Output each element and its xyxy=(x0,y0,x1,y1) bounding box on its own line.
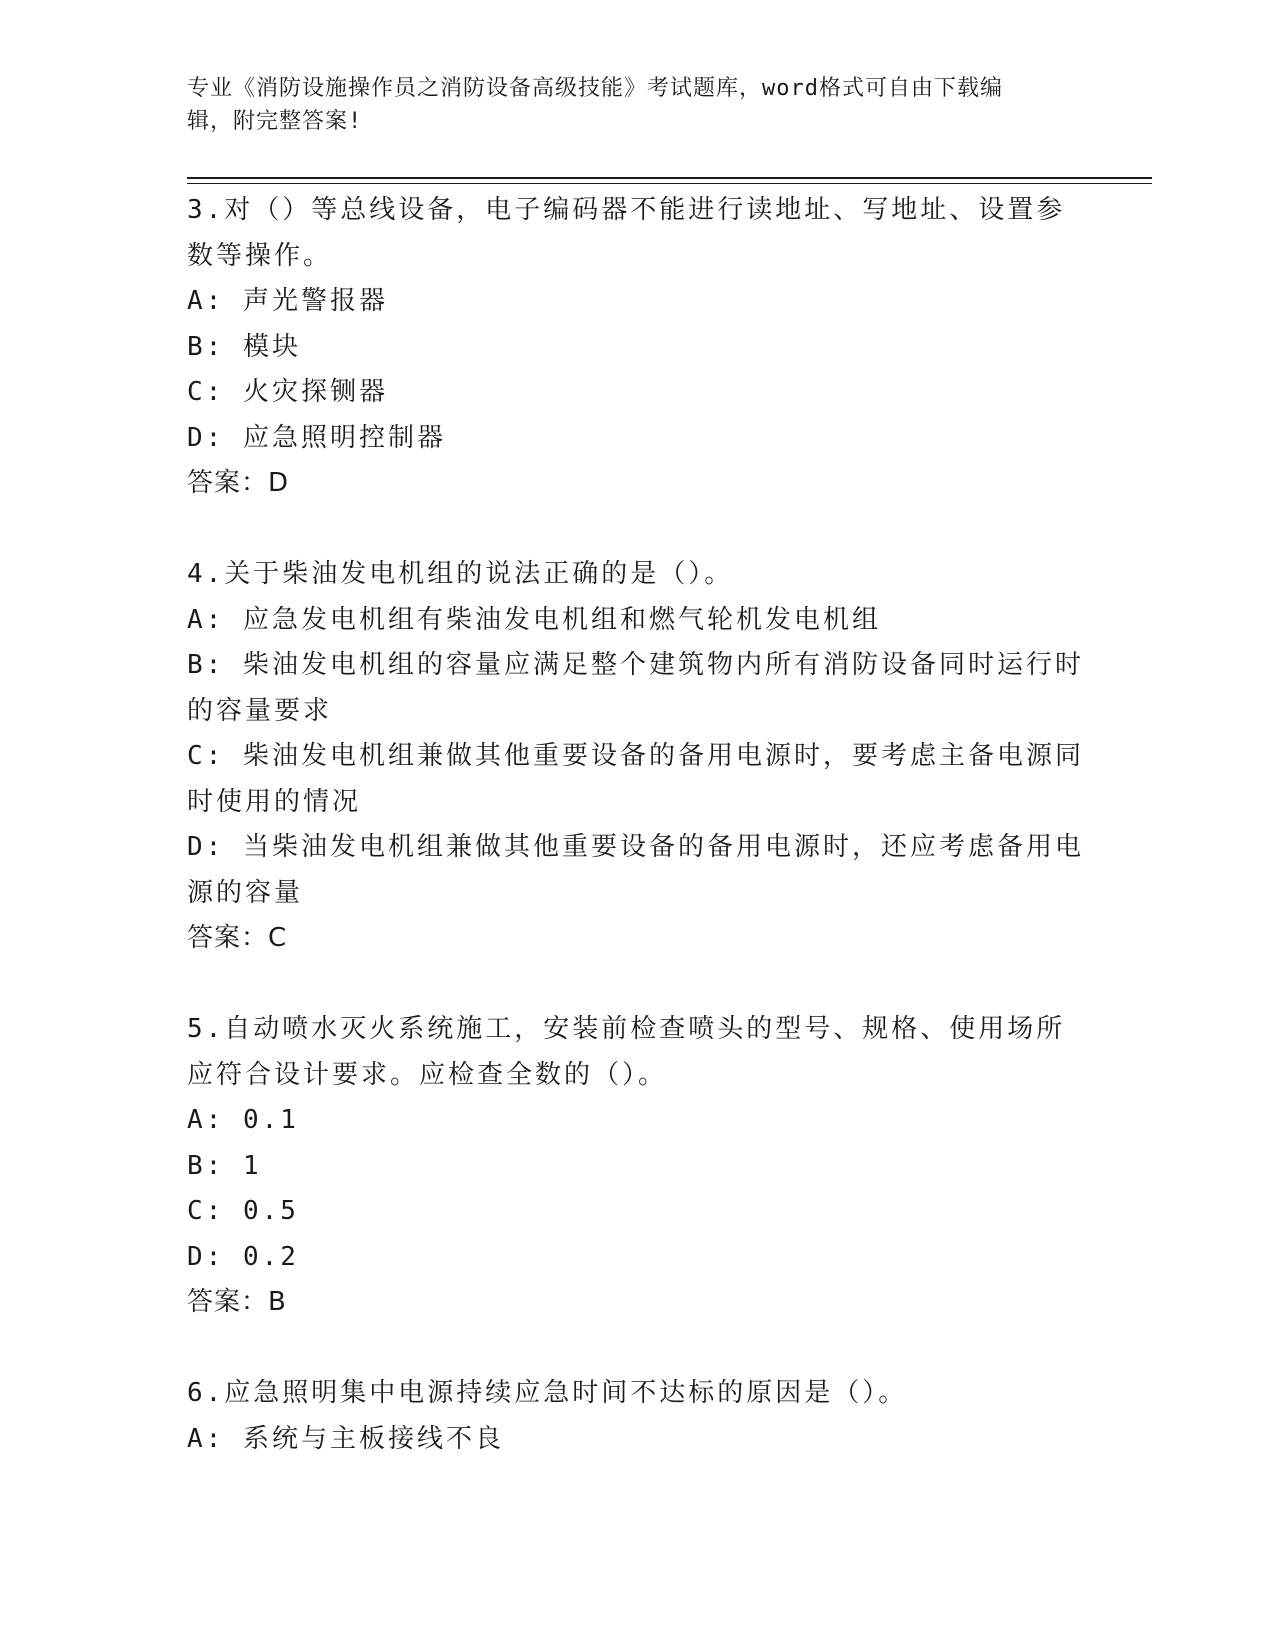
option-d: D: 当柴油发电机组兼做其他重要设备的备用电源时，还应考虑备用电 xyxy=(187,832,1084,862)
header-divider-thick xyxy=(187,177,1152,179)
option-c: C: 火灾探铡器 xyxy=(187,377,388,407)
question-block xyxy=(187,1007,1087,1326)
option-b: B: 模块 xyxy=(187,331,301,362)
header-line-1: 专业《消防设施操作员之消防设备高级技能》考试题库，word格式可自由下载编 xyxy=(187,76,1003,101)
answer-line: 答案：D xyxy=(187,468,290,498)
option-c-continued: 时使用的情况 xyxy=(187,786,362,817)
question-list xyxy=(187,188,1087,1462)
header-line-2: 辑，附完整答案! xyxy=(187,109,363,134)
option-a: A: 0.1 xyxy=(187,1105,299,1135)
answer-line: 答案：C xyxy=(187,923,288,953)
question-stem: 4.关于柴油发电机组的说法正确的是（）。 xyxy=(187,559,734,589)
question-spacer xyxy=(187,507,1087,553)
option-d: D: 应急照明控制器 xyxy=(187,422,446,453)
option-a: A: 声光警报器 xyxy=(187,286,388,316)
question-spacer xyxy=(187,962,1087,1008)
question-block xyxy=(187,1371,1087,1462)
option-a: A: 系统与主板接线不良 xyxy=(187,1423,504,1454)
option-d: D: 0.2 xyxy=(187,1241,299,1272)
option-c: C: 柴油发电机组兼做其他重要设备的备用电源时，要考虑主备电源同 xyxy=(187,741,1084,771)
question-stem: 5.自动喷水灭火系统施工，安装前检查喷头的型号、规格、使用场所 xyxy=(187,1014,1066,1044)
question-stem: 3.对（）等总线设备，电子编码器不能进行读地址、写地址、设置参 xyxy=(187,195,1066,225)
document-header xyxy=(187,72,1067,138)
question-stem: 数等操作。 xyxy=(187,240,333,271)
answer-line: 答案：B xyxy=(187,1287,287,1317)
option-b: B: 1 xyxy=(187,1150,262,1181)
question-stem: 应符合设计要求。应检查全数的（）。 xyxy=(187,1059,668,1090)
question-stem: 6.应急照明集中电源持续应急时间不达标的原因是（）。 xyxy=(187,1378,908,1408)
option-c: C: 0.5 xyxy=(187,1196,299,1226)
question-block xyxy=(187,188,1087,507)
question-spacer xyxy=(187,1326,1087,1372)
option-a: A: 应急发电机组有柴油发电机组和燃气轮机发电机组 xyxy=(187,604,881,635)
header-divider-thin xyxy=(187,183,1152,184)
option-b-continued: 的容量要求 xyxy=(187,695,333,726)
option-d-continued: 源的容量 xyxy=(187,877,304,908)
option-b: B: 柴油发电机组的容量应满足整个建筑物内所有消防设备同时运行时 xyxy=(187,650,1084,680)
question-block xyxy=(187,552,1087,962)
